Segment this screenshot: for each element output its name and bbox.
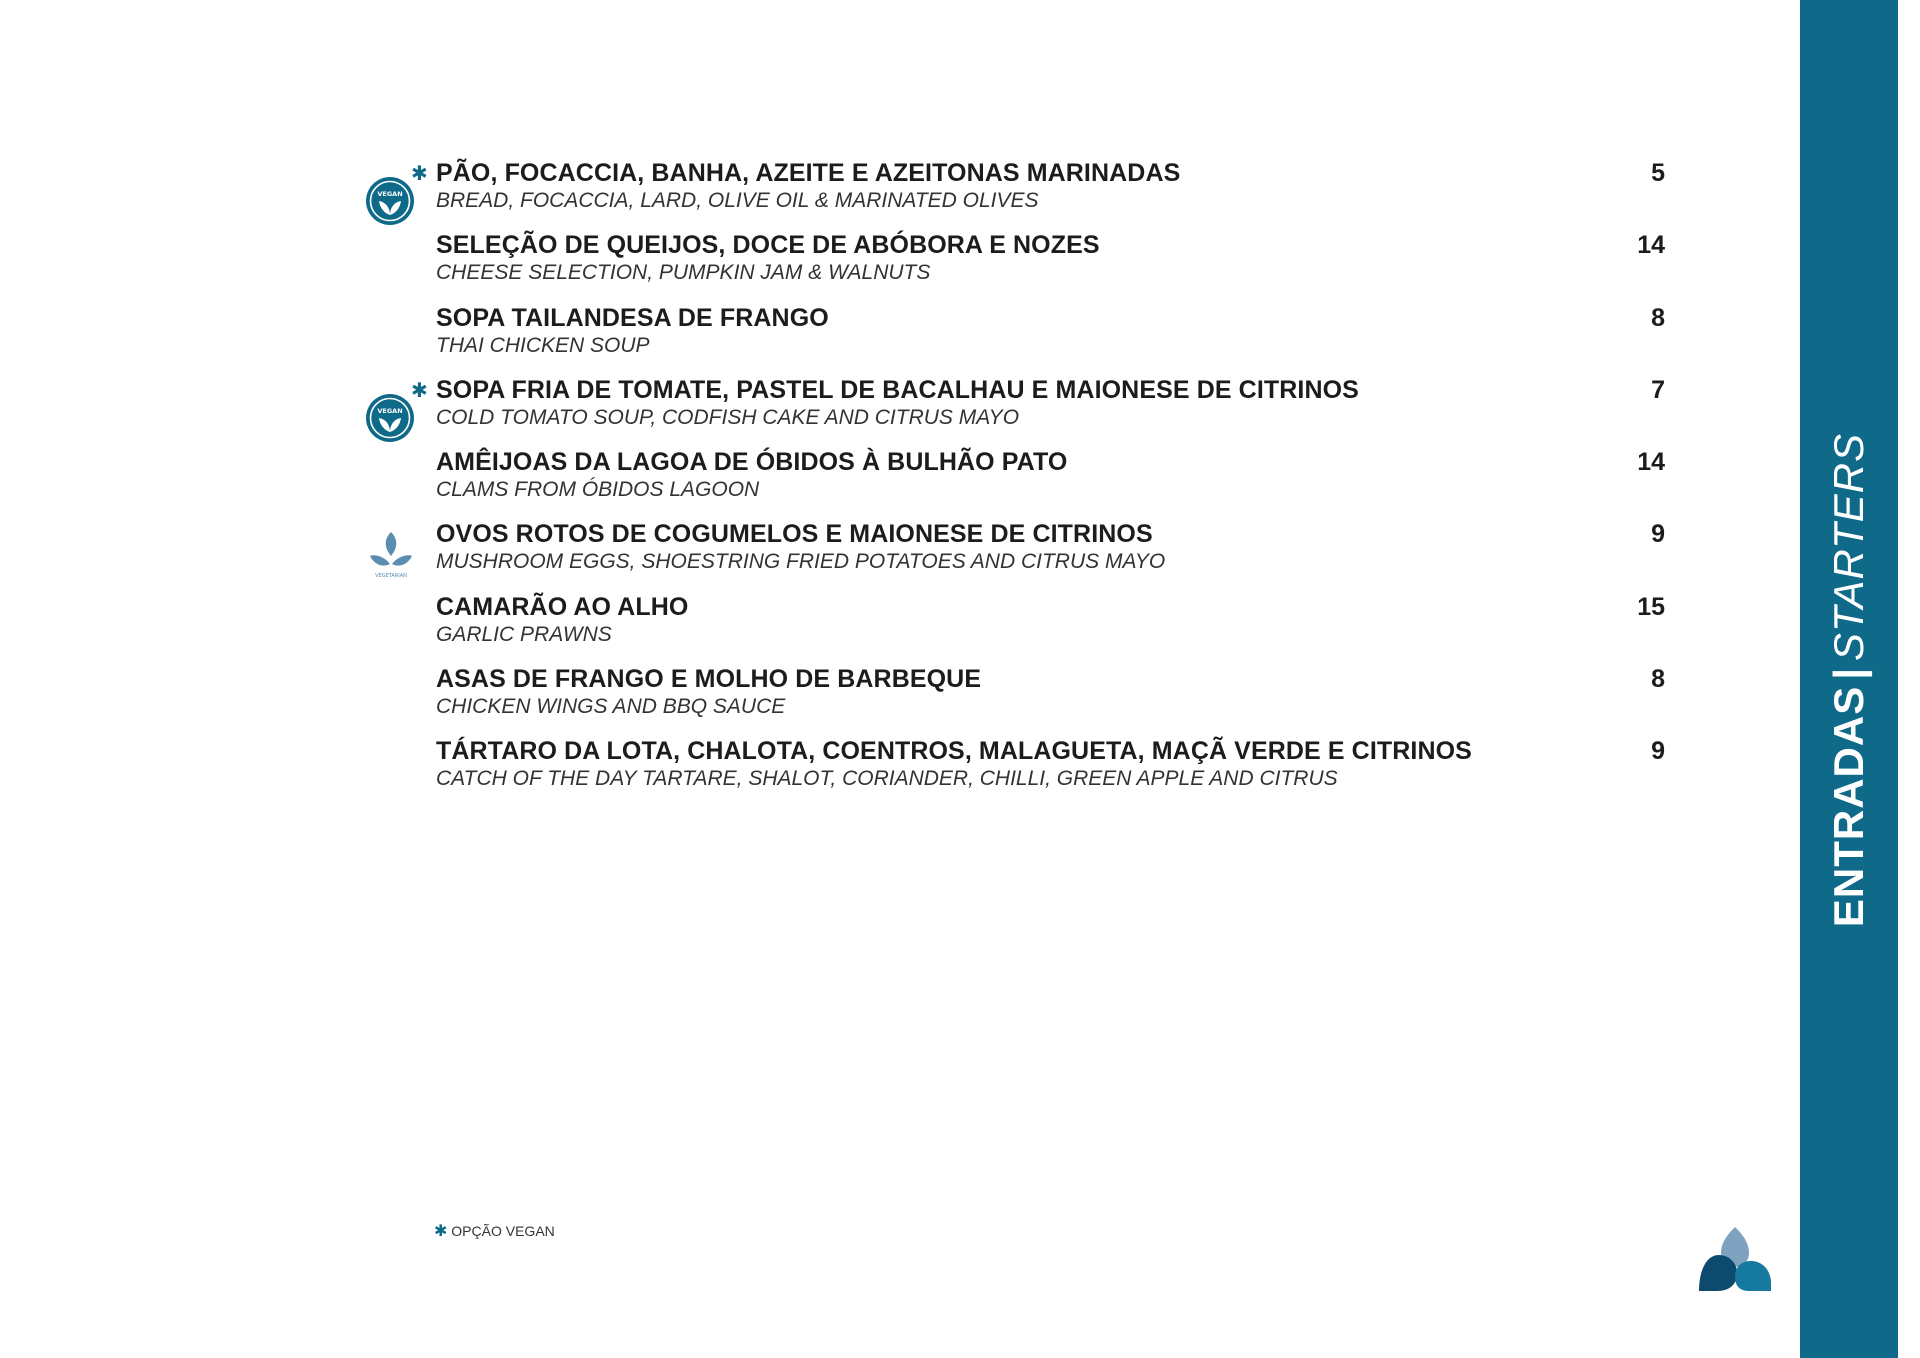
vegetarian-icon [364,526,422,588]
dish-price: 14 [1637,231,1665,260]
logo-right-petal [1735,1261,1771,1291]
menu-item [365,372,1665,444]
dish-price: 9 [1651,520,1665,549]
dish-name-pt: AMÊIJOAS DA LAGOA DE ÓBIDOS À BULHÃO PATO [436,448,1068,477]
asterisk-icon: ✱ [411,161,428,185]
dish-name-pt: SOPA TAILANDESA DE FRANGO [436,303,829,332]
vegan-icon-label: VEGAN [377,190,403,198]
dish-name-pt: OVOS ROTOS DE COGUMELOS E MAIONESE DE CITRINOS [436,520,1153,549]
dish-name-en: GARLIC PRAWNS [436,622,612,646]
menu-item [365,444,1665,516]
logo-left-petal [1699,1255,1737,1291]
vegetarian-badge [364,526,416,582]
asterisk-icon: ✱ [434,1223,448,1240]
menu-list [365,155,1665,806]
asterisk-icon: ✱ [411,377,428,402]
dish-name-en: CATCH OF THE DAY TARTARE, SHALOT, CORIANDER, CHILLI, GREEN APPLE AND CITRUS [436,767,1338,791]
dish-name-en: CHEESE SELECTION, PUMPKIN JAM & WALNUTS [436,261,931,285]
brand-logo [1697,1225,1773,1297]
dish-name-pt: SOPA FRIA DE TOMATE, PASTEL DE BACALHAU E MAIONESE DE CITRINOS [436,375,1359,404]
vegan-icon [364,377,428,444]
dish-name-en: BREAD, FOCACCIA, LARD, OLIVE OIL & MARINATED OLIVES [436,189,1039,212]
vegan-option-badge [364,161,428,221]
vegan-option-badge [364,377,428,438]
vegan-icon-label: VEGAN [377,406,403,415]
vegan-footnote-text: OPÇÃO VEGAN [451,1223,555,1239]
dish-name-pt: PÃO, FOCACCIA, BANHA, AZEITE E AZEITONAS MARINADAS [436,159,1181,187]
section-title-en: STARTERS [1825,432,1872,662]
dish-name-en: CHICKEN WINGS AND BBQ SAUCE [436,695,786,719]
section-title [1825,433,1873,927]
dish-name-en: CLAMS FROM ÓBIDOS LAGOON [436,478,760,502]
vegan-footnote [434,1221,555,1241]
vegan-icon [364,161,428,227]
menu-item [365,589,1665,661]
dish-price: 14 [1637,448,1665,477]
menu-item [365,661,1665,733]
dish-price: 7 [1651,375,1665,404]
vegetarian-icon-label: VEGETARIAN [375,573,407,580]
dish-name-pt: TÁRTARO DA LOTA, CHALOTA, COENTROS, MALAGUETA, MAÇÃ VERDE E CITRINOS [436,737,1472,766]
menu-item [365,227,1665,299]
menu-item [365,300,1665,372]
section-title-separator: | [1825,667,1872,680]
dish-name-en: MUSHROOM EGGS, SHOESTRING FRIED POTATOES AND CITRUS MAYO [436,550,1166,574]
dish-name-pt: ASAS DE FRANGO E MOLHO DE BARBEQUE [436,665,982,694]
dish-price: 15 [1637,592,1665,621]
dish-name-pt: CAMARÃO AO ALHO [436,592,689,621]
section-title-pt: ENTRADAS [1825,685,1872,928]
menu-item [365,733,1665,805]
dish-name-en: COLD TOMATO SOUP, CODFISH CAKE AND CITRUS MAYO [436,405,1020,429]
dish-name-pt: SELEÇÃO DE QUEIJOS, DOCE DE ABÓBORA E NOZES [436,231,1100,260]
dish-name-en: THAI CHICKEN SOUP [436,333,650,357]
dish-price: 8 [1651,665,1665,694]
dish-price: 9 [1651,737,1665,766]
dish-price: 5 [1651,159,1665,187]
menu-item [365,516,1665,588]
dish-price: 8 [1651,303,1665,332]
menu-item [365,155,1665,227]
